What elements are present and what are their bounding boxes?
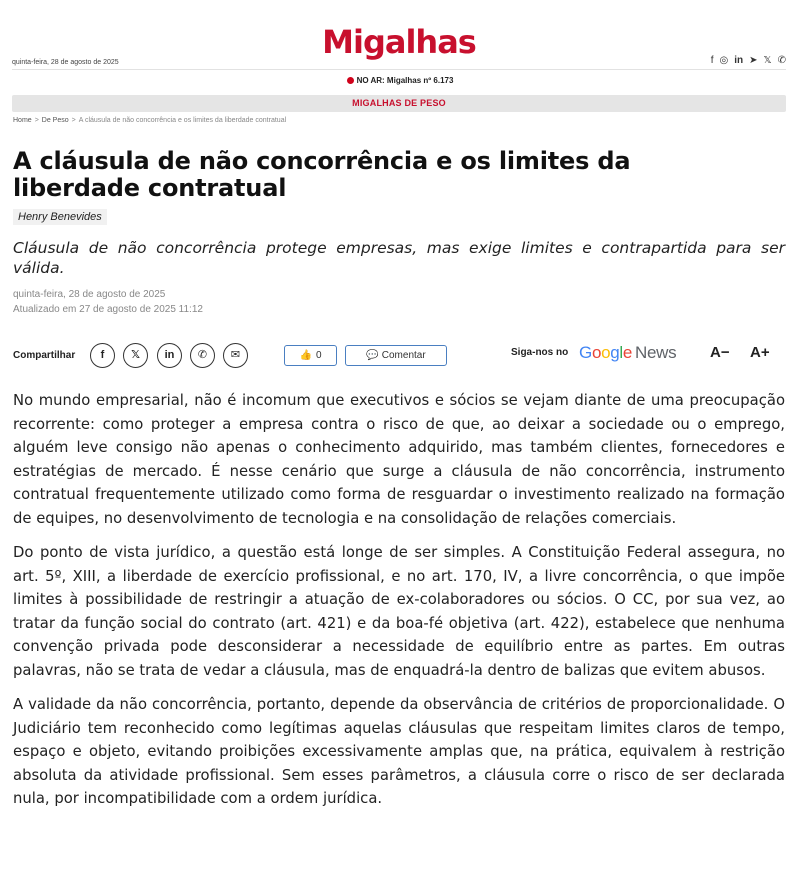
like-count: 0 (315, 350, 322, 361)
google-news-link[interactable] (579, 343, 676, 363)
share-email-button[interactable] (223, 343, 248, 368)
article-paragraph: A validade da não concorrência, portanto, depende da observância de critérios de proporcionalidade. O Judiciário tem reconhecido como legítimas aquelas cláusulas que respeitam limites claros de tempo, espaço e objeto, evitando proibições excessivamente amplas que, na prática, equivalem à restrição absoluta da atividade profissional. Sem esses parâmetros, a cláusula corre o risco de ser declarada nula, por incompatibilidade com a ordem jurídica. (13, 696, 785, 807)
comment-label: Comentar (381, 350, 426, 361)
share-label: Compartilhar (13, 350, 76, 361)
share-linkedin-button[interactable] (157, 343, 182, 368)
updated-date: Atualizado em 27 de agosto de 2025 11:12 (13, 304, 203, 315)
like-button[interactable] (284, 345, 337, 366)
breadcrumb-separator: > (34, 117, 39, 124)
live-dot-icon (347, 77, 354, 84)
share-x-button[interactable] (123, 343, 148, 368)
breadcrumb-current: A cláusula de não concorrência e os limites da liberdade contratual (78, 117, 287, 124)
facebook-icon[interactable]: f (710, 55, 714, 66)
article-title: A cláusula de não concorrência e os limites da liberdade contratual (13, 147, 631, 202)
share-toolbar (13, 343, 786, 369)
section-label: MIGALHAS DE PESO (352, 98, 446, 108)
section-bar[interactable] (12, 95, 786, 112)
breadcrumb-home[interactable]: Home (13, 117, 32, 124)
font-increase-button[interactable]: A+ (750, 344, 770, 361)
top-bar (12, 18, 786, 70)
social-links (711, 55, 786, 67)
whatsapp-icon[interactable]: ✆ (777, 55, 786, 66)
comment-icon: 💬 (366, 350, 379, 361)
google-logo: Google (579, 343, 633, 362)
breadcrumb-separator: > (71, 117, 76, 124)
share-whatsapp-button[interactable] (190, 343, 215, 368)
linkedin-icon: in (164, 349, 175, 361)
font-decrease-button[interactable]: A− (710, 344, 730, 361)
on-air-link[interactable] (0, 76, 800, 85)
instagram-icon[interactable]: ◎ (719, 55, 729, 66)
author-name[interactable]: Henry Benevides (13, 209, 107, 225)
migalhas-logo[interactable] (12, 22, 786, 62)
google-news-text: News (635, 343, 677, 362)
linkedin-icon[interactable]: in (734, 55, 744, 66)
article-body (13, 389, 785, 822)
x-icon: 𝕏 (131, 349, 140, 361)
article-paragraph: No mundo empresarial, não é incomum que executivos e sócios se vejam diante de uma preocupação recorrente: como proteger a empresa contra o risco de que, ao deixar a sociedade ou o emprego, alguém leve consigo não apenas o conhecimento adquirido, mas também clientes, fornecedores e estratégias de mercado. É nesse cenário que surge a cláusula de não concorrência, instrumento contratual frequentemente utilizado como forma de resguardar o investimento realizado na formação de equipes, no desenvolvimento de tecnologia e na consolidação de relações comerciais. (13, 392, 785, 527)
article-paragraph: Do ponto de vista jurídico, a questão está longe de ser simples. A Constituição Federal assegura, no art. 5º, XIII, a liberdade de exercício profissional, e no art. 170, IV, a livre concorrência, o que impõe limites à possibilidade de restringir a atuação de ex-colaboradores ou sócios. O CC, por sua vez, ao tratar da função social do contrato (art. 421) e da boa-fé objetiva (art. 422), estabelece que nenhuma convenção privada pode desconsiderar a necessidade de equilíbrio entre as partes. Em outras palavras, não se trata de vedar a cláusula, mas de enquadrá-la dentro de balizas que evitem abusos. (13, 544, 785, 679)
breadcrumb-section[interactable]: De Peso (41, 117, 69, 124)
comment-button[interactable] (345, 345, 447, 366)
share-facebook-button[interactable] (90, 343, 115, 368)
article-meta (13, 287, 203, 317)
breadcrumb (13, 117, 286, 124)
x-icon[interactable]: 𝕏 (763, 55, 772, 66)
thumbs-up-icon: 👍 (299, 350, 312, 361)
follow-label: Siga-nos no (511, 347, 569, 358)
telegram-icon[interactable]: ➤ (749, 55, 758, 66)
on-air-text: NO AR: Migalhas nº 6.173 (356, 76, 454, 85)
whatsapp-icon: ✆ (197, 349, 208, 361)
facebook-icon: f (100, 349, 105, 361)
published-date: quinta-feira, 28 de agosto de 2025 (13, 289, 166, 300)
logo-text: Migalhas (322, 23, 476, 61)
email-icon: ✉ (230, 349, 241, 361)
article-subtitle: Cláusula de não concorrência protege empresas, mas exige limites e contrapartida para ser válida. (13, 239, 785, 277)
header-date: quinta-feira, 28 de agosto de 2025 (12, 59, 119, 66)
